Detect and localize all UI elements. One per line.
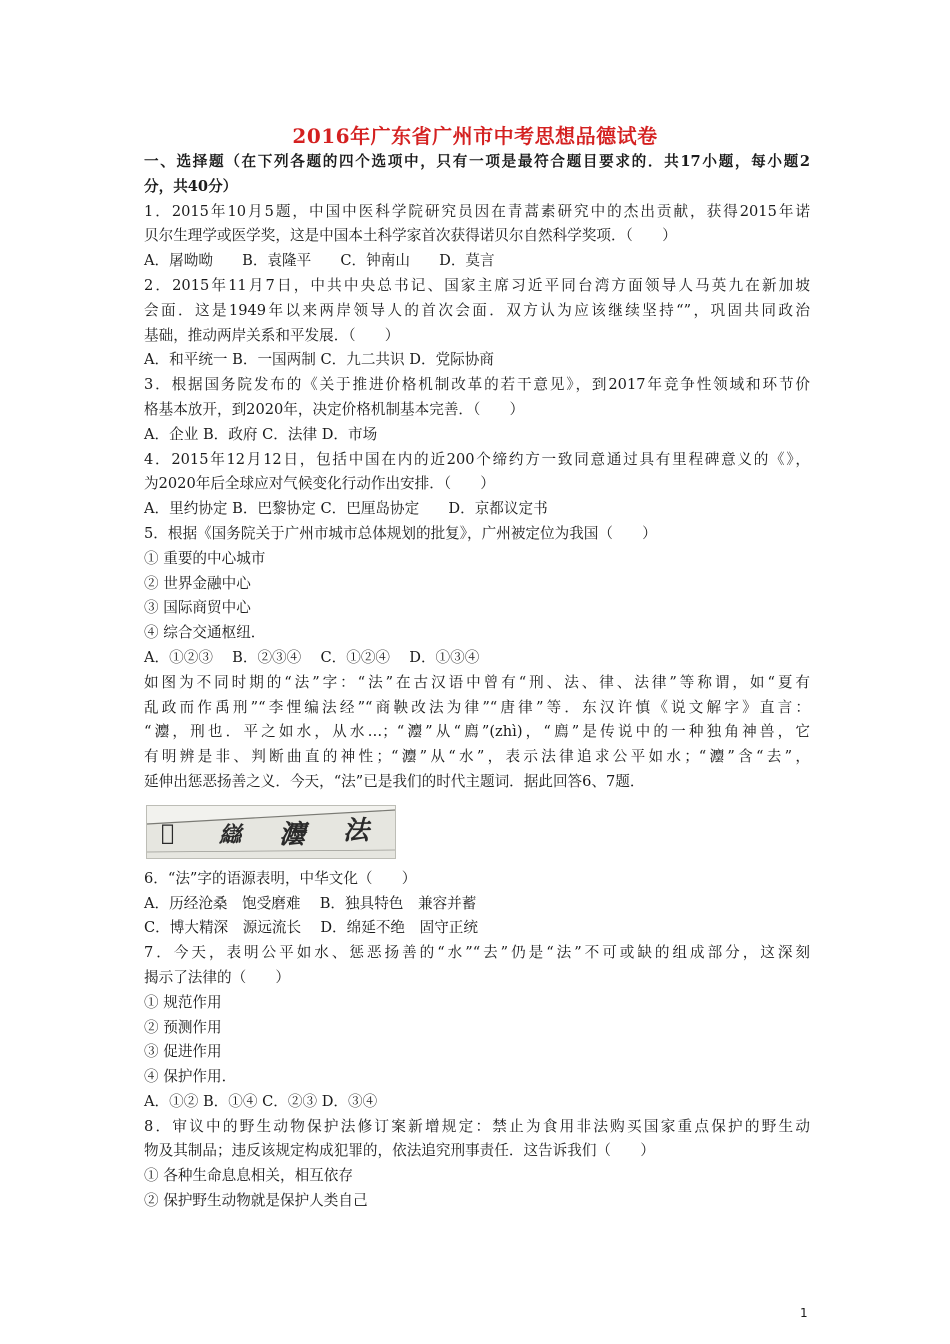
question-2 <box>144 274 810 373</box>
passage-line: 延伸出惩恶扬善之义．今天，“法”已是我们的时代主题词．据此回答6、7题． <box>144 772 645 790</box>
answer-options: A．企业 B．政府 C．法律 D．市场 <box>144 425 378 443</box>
statement-item: ③ 国际商贸中心 <box>144 599 251 617</box>
question-7 <box>144 941 810 1115</box>
fa-character-modern: 法 <box>343 815 370 846</box>
passage-line: 有明辨是非、判断曲直的神性；“灋”从“水”，表示法律追求公平如水；“灋”含“去”， <box>144 748 810 766</box>
question-4 <box>144 448 810 522</box>
section-header <box>144 150 810 200</box>
page-number: 1 <box>800 1306 808 1320</box>
question-text: 物及其制品；违反该规定构成犯罪的，依法追究刑事责任．这告诉我们（ ） <box>144 1142 655 1160</box>
fa-character-ancient-1: 𤕫 <box>161 819 175 846</box>
section-header-line: 一、选择题（在下列各题的四个选项中，只有一项是最符合题目要求的．共17小题，每小题2 <box>144 153 810 170</box>
question-text: 会面．这是1949年以来两岸领导人的首次会面．双方认为应该继续坚持“”，巩固共同政治 <box>144 301 810 319</box>
statement-item: ① 重要的中心城市 <box>144 549 266 567</box>
question-6 <box>144 867 810 941</box>
answer-options: A．里约协定 B．巴黎协定 C．巴厘岛协定 D．京都议定书 <box>144 500 548 518</box>
answer-options: A．和平统一 B．一国两制 C．九二共识 D．党际协商 <box>144 351 494 369</box>
answer-options: C．博大精深 源远流长 D．绵延不绝 固守正统 <box>144 919 478 937</box>
statement-item: ② 世界金融中心 <box>144 574 251 592</box>
question-text: 3．根据国务院发布的《关于推进价格机制改革的若干意见》，到2017年竞争性领域和环节价 <box>144 376 810 394</box>
statement-item: ① 各种生命息息相关，相互依存 <box>144 1167 353 1185</box>
answer-options: A．①② B．①④ C．②③ D．③④ <box>144 1092 378 1110</box>
question-1 <box>144 200 810 274</box>
statement-item: ③ 促进作用 <box>144 1043 222 1061</box>
question-text: 6．“法”字的语源表明，中华文化（ ） <box>144 869 417 887</box>
answer-options: A．屠呦呦 B．袁隆平 C．钟南山 D．莫言 <box>144 252 495 270</box>
section-header-line: 分，共40分） <box>144 177 238 195</box>
question-text: 4．2015年12月12日，包括中国在内的近200个缔约方一致同意通过具有里程碑意义的《》， <box>144 450 810 468</box>
statement-item: ② 保护野生动物就是保护人类自己 <box>144 1192 368 1210</box>
statement-item: ④ 保护作用． <box>144 1068 237 1086</box>
fa-character-traditional: 灋 <box>279 819 306 850</box>
statement-item: ① 规范作用 <box>144 993 222 1011</box>
question-3 <box>144 373 810 447</box>
fa-character-ancient-2: 䜌 <box>219 821 242 848</box>
question-text: 5．根据《国务院关于广州市城市总体规划的批复》，广州被定位为我国（ ） <box>144 524 657 542</box>
question-text: 1．2015年10月5题，中国中医科学院研究员因在青蒿素研究中的杰出贡献，获得2015年诺 <box>144 202 810 220</box>
question-text: 贝尔生理学或医学奖，这是中国本土科学家首次获得诺贝尔自然科学奖项．（ ） <box>144 227 677 245</box>
exam-title: 2016年广东省广州市中考思想品德试卷 <box>292 124 658 148</box>
question-text: 7．今天，表明公平如水、惩恶扬善的“水”“去”仍是“法”不可或缺的组成部分，这深刻 <box>144 944 810 962</box>
reading-passage <box>144 671 810 795</box>
question-text: 2．2015年11月7日，中共中央总书记、国家主席习近平同台湾方面领导人马英九在新加坡 <box>144 276 810 294</box>
answer-options: A．①②③ B．②③④ C．①②④ D．①③④ <box>144 648 480 666</box>
answer-options: A．历经沧桑 饱受磨难 B．独具特色 兼容并蓄 <box>144 894 477 912</box>
statement-item: ④ 综合交通枢纽． <box>144 624 266 642</box>
passage-line: “灋，刑也．平之如水，从水…；“灋”从“廌”(zhì)，“廌”是传说中的一种独角神兽，它 <box>144 723 810 741</box>
question-text: 为2020年后全球应对气候变化行动作出安排．（ ） <box>144 475 495 493</box>
exam-content <box>144 150 810 1214</box>
question-5 <box>144 522 810 671</box>
question-text: 格基本放开，到2020年，决定价格机制基本完善．（ ） <box>144 400 525 418</box>
question-text: 基础，推动两岸关系和平发展．（ ） <box>144 326 400 344</box>
question-text: 8．审议中的野生动物保护法修订案新增规定：禁止为食用非法购买国家重点保护的野生动 <box>144 1117 810 1135</box>
question-8 <box>144 1115 810 1214</box>
question-text: 揭示了法律的（ ） <box>144 968 290 986</box>
passage-line: 如图为不同时期的“法”字：“法”在古汉语中曾有“刑、法、律、法律”等称谓，如“夏有 <box>144 673 810 691</box>
fa-character-figure <box>146 805 396 859</box>
passage-line: 乱政而作禹刑”“李悝编法经”“商鞅改法为律”“唐律”等．东汉许慎《说文解字》直言： <box>144 698 810 716</box>
statement-item: ② 预测作用 <box>144 1018 222 1036</box>
